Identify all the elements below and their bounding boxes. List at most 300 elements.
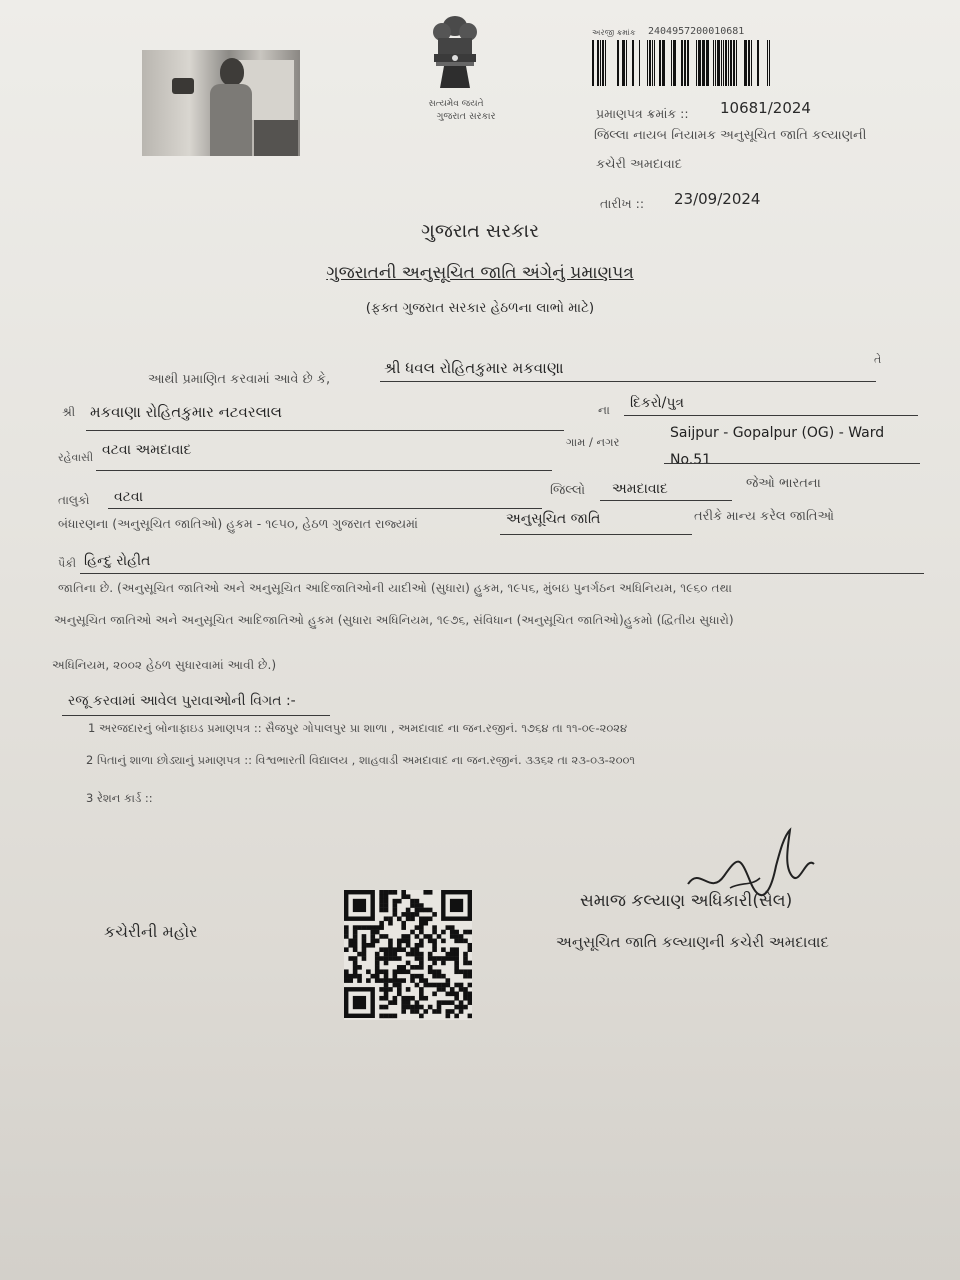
qr-module xyxy=(463,996,468,1001)
qr-module xyxy=(468,996,472,1001)
qr-module xyxy=(432,939,437,944)
qr-module xyxy=(401,1009,406,1014)
qr-module xyxy=(419,992,424,997)
qr-module xyxy=(423,983,428,988)
officer-title: સમાજ કલ્યાણ અધિકારી(સેલ) xyxy=(580,891,793,911)
caste-category: અનુસૂચિત જાતિ xyxy=(506,511,601,527)
qr-module xyxy=(428,1005,433,1010)
qr-module xyxy=(384,1005,389,1010)
qr-module xyxy=(353,943,358,948)
qr-module xyxy=(406,969,411,974)
qr-module xyxy=(366,943,371,948)
qr-module xyxy=(388,1000,393,1005)
qr-module xyxy=(450,952,455,957)
barcode-bar xyxy=(721,40,722,86)
qr-module xyxy=(397,978,402,983)
qr-module xyxy=(437,956,442,961)
qr-module xyxy=(384,978,389,983)
qr-module xyxy=(419,956,424,961)
qr-finder xyxy=(353,996,366,1009)
qr-module xyxy=(415,908,420,913)
barcode-bar xyxy=(632,40,634,86)
qr-module xyxy=(406,952,411,957)
qr-module xyxy=(468,974,472,979)
resident-label: રહેવાસી xyxy=(58,451,94,464)
qr-module xyxy=(428,956,433,961)
qr-module xyxy=(348,939,353,944)
qr-module xyxy=(357,925,362,930)
qr-module xyxy=(410,912,415,917)
qr-module xyxy=(348,943,353,948)
recognized-text: તરીકે માન્ય કરેલ જાતિઓ xyxy=(694,509,835,524)
office-name: અનુસૂચિત જાતિ કલ્યાણની કચેરી અમદાવાદ xyxy=(556,933,829,951)
district-label: જિલ્લો xyxy=(550,483,586,498)
qr-module xyxy=(450,1009,455,1014)
resident: વટવા અમદાવાદ xyxy=(102,442,192,458)
qr-module xyxy=(393,1000,398,1005)
qr-module xyxy=(419,961,424,966)
qr-module xyxy=(397,939,402,944)
qr-module xyxy=(410,965,415,970)
qr-module xyxy=(362,939,367,944)
qr-module xyxy=(401,978,406,983)
qr-module xyxy=(432,930,437,935)
qr-module xyxy=(468,1014,472,1019)
barcode-bar xyxy=(715,40,716,86)
qr-module xyxy=(388,890,393,895)
barcode-bar xyxy=(696,40,697,86)
qr-module xyxy=(370,943,375,948)
qr-module xyxy=(428,890,433,895)
qr-module xyxy=(446,983,451,988)
qr-module xyxy=(432,1009,437,1014)
taluka: વટવા xyxy=(114,489,144,505)
qr-module xyxy=(428,939,433,944)
qr-module xyxy=(463,992,468,997)
qr-module xyxy=(459,983,464,988)
qr-module xyxy=(410,899,415,904)
para-line3: અધિનિયમ, ૨૦૦૨ હેઠળ સુધારવામાં આવી છે.) xyxy=(52,658,277,672)
qr-module xyxy=(375,965,380,970)
emblem-motto: સત્યમેવ જયતે xyxy=(428,99,484,109)
qr-module xyxy=(357,978,362,983)
qr-module xyxy=(353,947,358,952)
barcode-bar xyxy=(649,40,651,86)
qr-module xyxy=(370,974,375,979)
qr-module xyxy=(384,974,389,979)
qr-module xyxy=(415,952,420,957)
qr-module xyxy=(410,974,415,979)
qr-module xyxy=(468,992,472,997)
qr-module xyxy=(357,952,362,957)
qr-module xyxy=(401,921,406,926)
barcode-bar xyxy=(647,40,648,86)
qr-module xyxy=(406,996,411,1001)
qr-module xyxy=(401,969,406,974)
qr-module xyxy=(432,974,437,979)
qr-module xyxy=(375,974,380,979)
barcode-bar xyxy=(671,40,672,86)
qr-module xyxy=(384,956,389,961)
para-line1: જાતિના છે. (અનુસૂચિત જાતિઓ અને અનુસૂચિત આદિજાતિઓની યાદીઓ (સુધારા) હુકમ, ૧૯૫૬, મુંબઇ પુનર્ગઠન અધિનિયમ, ૧૯૬૦ તથા xyxy=(58,581,732,595)
qr-module xyxy=(357,965,362,970)
qr-module xyxy=(463,1005,468,1010)
barcode-bar xyxy=(733,40,735,86)
qr-module xyxy=(423,934,428,939)
qr-module xyxy=(454,992,459,997)
qr-module xyxy=(410,903,415,908)
qr-module xyxy=(410,1005,415,1010)
qr-module xyxy=(459,934,464,939)
qr-module xyxy=(468,947,472,952)
qr-module xyxy=(397,899,402,904)
qr-module xyxy=(393,969,398,974)
qr-module xyxy=(450,947,455,952)
qr-module xyxy=(406,1005,411,1010)
qr-module xyxy=(353,939,358,944)
qr-module xyxy=(432,969,437,974)
barcode-bar xyxy=(730,40,732,86)
barcode-bar xyxy=(717,40,720,86)
qr-module xyxy=(454,952,459,957)
qr-module xyxy=(419,921,424,926)
qr-module xyxy=(353,930,358,935)
qr-module xyxy=(463,930,468,935)
qr-module xyxy=(393,952,398,957)
qr-module xyxy=(384,903,389,908)
qr-module xyxy=(441,939,446,944)
qr-module xyxy=(468,930,472,935)
qr-module xyxy=(415,1009,420,1014)
certificate-no-label: પ્રમાણપત્ર ક્રમાંક :: xyxy=(596,106,689,121)
qr-module xyxy=(423,890,428,895)
qr-module xyxy=(415,974,420,979)
qr-module xyxy=(348,956,353,961)
qr-module xyxy=(419,987,424,992)
page-title: ગુજરાતની અનુસૂચિત જાતિ અંગેનું પ્રમાણપત્ર xyxy=(326,263,634,283)
qr-module xyxy=(419,925,424,930)
qr-module xyxy=(446,1014,451,1019)
qr-module xyxy=(379,899,384,904)
qr-module xyxy=(419,903,424,908)
evidence-heading: રજૂ કરવામાં આવેલ પુરાવાઓની વિગત :- xyxy=(68,693,296,709)
barcode-bar xyxy=(723,40,724,86)
who-india: જેઓ ભારતના xyxy=(746,476,821,491)
barcode-bar xyxy=(592,40,594,86)
qr-module xyxy=(357,974,362,979)
qr-code xyxy=(344,890,472,1020)
qr-module xyxy=(428,908,433,913)
qr-module xyxy=(362,956,367,961)
qr-module xyxy=(406,912,411,917)
barcode-bar xyxy=(725,40,727,86)
qr-module xyxy=(353,925,358,930)
qr-finder xyxy=(353,899,366,912)
qr-module xyxy=(393,903,398,908)
qr-module xyxy=(450,1000,455,1005)
qr-module xyxy=(406,894,411,899)
qr-module xyxy=(397,987,402,992)
qr-module xyxy=(362,947,367,952)
qr-module xyxy=(415,899,420,904)
barcode-bar xyxy=(617,40,619,86)
barcode-bar xyxy=(767,40,768,86)
qr-module xyxy=(362,934,367,939)
qr-module xyxy=(437,934,442,939)
qr-module xyxy=(384,1014,389,1019)
qr-module xyxy=(388,956,393,961)
qr-module xyxy=(379,956,384,961)
qr-module xyxy=(362,925,367,930)
qr-module xyxy=(401,912,406,917)
emblem-govt: ગુજરાત સરકાર xyxy=(436,111,496,122)
na-label: ના xyxy=(598,403,610,417)
qr-module xyxy=(441,947,446,952)
qr-module xyxy=(388,987,393,992)
qr-module xyxy=(432,992,437,997)
qr-module xyxy=(393,978,398,983)
qr-module xyxy=(384,992,389,997)
qr-module xyxy=(432,961,437,966)
barcode-bar xyxy=(600,40,601,86)
qr-module xyxy=(463,956,468,961)
qr-module xyxy=(423,908,428,913)
qr-module xyxy=(397,916,402,921)
qr-module xyxy=(459,939,464,944)
qr-module xyxy=(419,952,424,957)
qr-module xyxy=(379,1014,384,1019)
qr-module xyxy=(446,978,451,983)
relation: દિકરો/પુત્ર xyxy=(630,395,685,411)
father-name: મકવાણા રોહિતકુમાર નટવરલાલ xyxy=(90,403,282,421)
qr-module xyxy=(384,961,389,966)
qr-module xyxy=(406,943,411,948)
qr-module xyxy=(344,978,349,983)
qr-module xyxy=(454,947,459,952)
barcode-bar xyxy=(622,40,625,86)
qr-module xyxy=(419,939,424,944)
qr-module xyxy=(428,952,433,957)
date-label: તારીખ :: xyxy=(600,196,645,211)
qr-module xyxy=(406,934,411,939)
qr-module xyxy=(468,943,472,948)
qr-module xyxy=(379,890,384,895)
qr-module xyxy=(459,987,464,992)
qr-module xyxy=(375,925,380,930)
qr-module xyxy=(463,952,468,957)
qr-module xyxy=(388,921,393,926)
qr-module xyxy=(353,969,358,974)
qr-module xyxy=(379,908,384,913)
qr-module xyxy=(428,934,433,939)
title-sub: (ફક્ત ગુજરાત સરકાર હેઠળના લાભો માટે) xyxy=(365,300,595,316)
qr-module xyxy=(415,925,420,930)
qr-module xyxy=(401,890,406,895)
qr-module xyxy=(362,943,367,948)
te-label: તે xyxy=(874,353,882,366)
qr-module xyxy=(415,903,420,908)
evidence-item-3: 3 રેશન કાર્ડ :: xyxy=(86,791,153,805)
barcode-bar xyxy=(706,40,709,86)
qr-module xyxy=(384,908,389,913)
qr-module xyxy=(410,996,415,1001)
para-line2: અનુસૂચિત જાતિઓ અને અનુસૂચિત આદિજાતિઓ હુકમ (સુધારા અધિનિયમ, ૧૯૭૬, સંવિધાન (અનુસૂચિત જાતિઓ)હુકમો (દ્વિતીય સુધારો) xyxy=(54,613,734,627)
qr-module xyxy=(379,894,384,899)
barcode-bar xyxy=(639,40,640,86)
qr-module xyxy=(432,943,437,948)
qr-module xyxy=(388,978,393,983)
qr-module xyxy=(468,983,472,988)
qr-module xyxy=(423,1009,428,1014)
qr-module xyxy=(419,930,424,935)
qr-module xyxy=(419,1005,424,1010)
qr-module xyxy=(401,1000,406,1005)
qr-module xyxy=(432,925,437,930)
qr-module xyxy=(379,925,384,930)
qr-module xyxy=(463,969,468,974)
qr-module xyxy=(406,961,411,966)
qr-module xyxy=(415,965,420,970)
qr-module xyxy=(410,952,415,957)
applicant-name: શ્રી ધવલ રોહિતકુમાર મકવાણા xyxy=(384,359,564,377)
qr-module xyxy=(362,952,367,957)
qr-module xyxy=(393,908,398,913)
qr-module xyxy=(388,952,393,957)
qr-module xyxy=(379,996,384,1001)
qr-module xyxy=(348,974,353,979)
qr-module xyxy=(441,930,446,935)
qr-module xyxy=(344,974,349,979)
qr-module xyxy=(410,1009,415,1014)
qr-module xyxy=(401,934,406,939)
qr-module xyxy=(459,1000,464,1005)
barcode-bar xyxy=(652,40,653,86)
qr-module xyxy=(432,912,437,917)
qr-module xyxy=(463,987,468,992)
qr-module xyxy=(397,965,402,970)
qr-module xyxy=(437,987,442,992)
qr-module xyxy=(419,943,424,948)
barcode-bar xyxy=(744,40,747,86)
barcode-bar xyxy=(602,40,604,86)
barcode-bar xyxy=(757,40,759,86)
qr-module xyxy=(419,916,424,921)
qr-module xyxy=(344,925,349,930)
qr-module xyxy=(454,961,459,966)
evidence-item-2: 2 પિતાનું શાળા છોડ્યાનું પ્રમાણપત્ર :: વિશ્વભારતી વિદ્યાલય , શાહવાડી અમદાવાદ ના જન.રજીનં. ૩૩૬૨ તા ૨૩-૦૩-૨૦૦૧ xyxy=(86,753,636,767)
caste: હિન્દુ રોહીત xyxy=(84,553,151,569)
qr-module xyxy=(393,974,398,979)
qr-module xyxy=(410,978,415,983)
qr-module xyxy=(375,952,380,957)
qr-module xyxy=(419,996,424,1001)
qr-module xyxy=(393,1014,398,1019)
qr-module xyxy=(463,974,468,979)
barcode-bar xyxy=(751,40,752,86)
qr-module xyxy=(393,912,398,917)
qr-module xyxy=(454,1005,459,1010)
qr-module xyxy=(388,947,393,952)
qr-module xyxy=(401,894,406,899)
barcode-bar xyxy=(659,40,661,86)
qr-module xyxy=(423,996,428,1001)
qr-module xyxy=(463,961,468,966)
qr-module xyxy=(446,925,451,930)
qr-module xyxy=(423,916,428,921)
barcode-label: અરજી ક્રમાંક xyxy=(592,28,636,37)
qr-module xyxy=(441,983,446,988)
qr-finder xyxy=(450,899,463,912)
qr-module xyxy=(441,956,446,961)
qr-module xyxy=(406,1000,411,1005)
qr-module xyxy=(437,1009,442,1014)
qr-module xyxy=(384,952,389,957)
qr-module xyxy=(446,1009,451,1014)
qr-module xyxy=(401,1005,406,1010)
qr-module xyxy=(428,965,433,970)
barcode xyxy=(592,40,786,88)
qr-module xyxy=(441,974,446,979)
qr-module xyxy=(401,996,406,1001)
qr-module xyxy=(388,943,393,948)
qr-module xyxy=(432,983,437,988)
qr-module xyxy=(468,969,472,974)
taluka-label: તાલુકો xyxy=(58,493,90,507)
qr-module xyxy=(450,956,455,961)
qr-module xyxy=(393,899,398,904)
qr-module xyxy=(370,925,375,930)
qr-module xyxy=(384,899,389,904)
qr-module xyxy=(344,934,349,939)
qr-module xyxy=(375,956,380,961)
qr-module xyxy=(370,939,375,944)
qr-module xyxy=(441,961,446,966)
qr-module xyxy=(388,939,393,944)
among-label: પૈકી xyxy=(58,557,77,570)
qr-module xyxy=(393,983,398,988)
qr-module xyxy=(419,978,424,983)
qr-module xyxy=(384,934,389,939)
emblem-icon xyxy=(424,12,486,92)
qr-module xyxy=(388,916,393,921)
qr-module xyxy=(401,925,406,930)
qr-module xyxy=(454,969,459,974)
evidence-item-1: 1 અરજદારનું બોનાફાઇડ પ્રમાણપત્ર :: સૈજપુર ગોપાલપુર પ્રા શાળા , અમદાવાદ ના જન.રજીનં. ૧૭૬૪ તા ૧૧-૦૯-૨૦૨૪ xyxy=(88,721,628,735)
qr-module xyxy=(468,961,472,966)
barcode-bar xyxy=(626,40,627,86)
constitution-text: બંધારણના (અનુસૂચિત જાતિઓ) હુકમ - ૧૯૫૦, હેઠળ ગુજરાત રાજ્યમાં xyxy=(58,516,418,531)
qr-module xyxy=(450,925,455,930)
qr-module xyxy=(353,974,358,979)
qr-module xyxy=(379,1005,384,1010)
qr-module xyxy=(415,1000,420,1005)
qr-module xyxy=(437,1000,442,1005)
qr-module xyxy=(406,908,411,913)
qr-module xyxy=(454,996,459,1001)
qr-module xyxy=(454,1014,459,1019)
qr-module xyxy=(406,939,411,944)
qr-module xyxy=(454,965,459,970)
seal-label: કચેરીની મહોર xyxy=(104,922,198,941)
qr-module xyxy=(379,921,384,926)
qr-module xyxy=(393,956,398,961)
qr-module xyxy=(393,890,398,895)
qr-module xyxy=(353,934,358,939)
qr-module xyxy=(379,978,384,983)
qr-module xyxy=(344,969,349,974)
qr-module xyxy=(423,978,428,983)
certificate-no: 10681/2024 xyxy=(720,99,811,117)
